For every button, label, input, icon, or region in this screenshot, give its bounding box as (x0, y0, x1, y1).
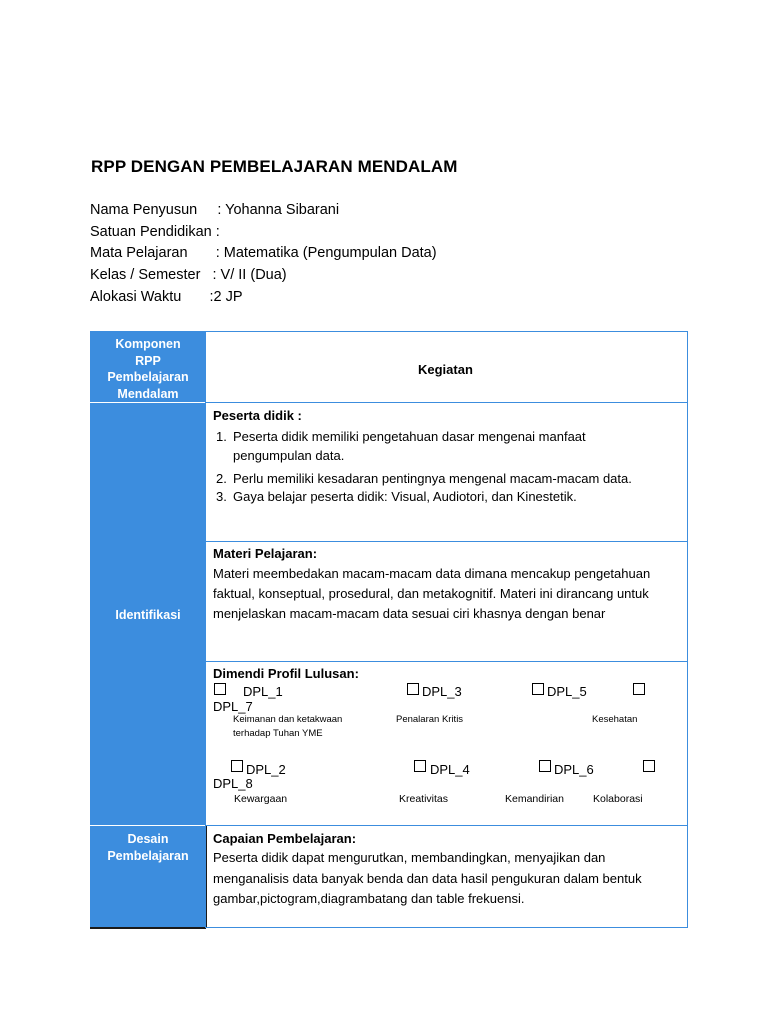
dpl-1-desc: Keimanan dan ketakwaan (233, 714, 343, 725)
identifikasi-label: Identifikasi (115, 608, 181, 622)
dpl-heading: Dimendi Profil Lulusan: (213, 666, 359, 681)
dpl-8-label: DPL_8 (213, 776, 253, 791)
dpl-2-checkbox[interactable] (231, 760, 243, 772)
identifikasi-cell (90, 403, 206, 825)
desain-line: Pembelajaran (107, 848, 189, 863)
materi-pelajaran-cell (205, 541, 688, 662)
dpl-2-label: DPL_2 (246, 762, 286, 777)
peserta-item-num: 3. (216, 489, 227, 504)
peserta-item-1: Peserta didik memiliki pengetahuan dasar mengenai manfaat (233, 429, 586, 444)
dpl-6-label: DPL_6 (554, 762, 594, 777)
peserta-item-1-cont: pengumpulan data. (233, 448, 345, 463)
rpp-table (90, 331, 688, 928)
dpl-4-checkbox[interactable] (414, 760, 426, 772)
dpl-3-desc: Penalaran Kritis (396, 714, 464, 725)
materi-text-line: Materi meembedakan macam-macam data dimana mencakup pengetahuan (213, 566, 651, 581)
capaian-text-line: gambar,pictogram,diagrambatang dan table frekuensi. (213, 891, 525, 906)
table-bottom-edge (90, 927, 206, 929)
document-title: RPP DENGAN PEMBELAJARAN MENDALAM (91, 157, 458, 176)
header-kegiatan-cell (205, 331, 688, 403)
dpl-5-label: DPL_5 (547, 684, 587, 699)
dpl-1-desc-cont: terhadap Tuhan YME (233, 728, 323, 739)
dpl-8-checkbox[interactable] (643, 760, 655, 772)
materi-text-line: faktual, konseptual, prosedural, dan metakognitif. Materi ini dirancang untuk (213, 586, 649, 601)
peserta-item-2: Perlu memiliki kesadaran pentingnya mengenal macam-macam data. (233, 471, 632, 486)
dpl-2-desc: Kewargaan (234, 793, 288, 805)
dpl-3-label: DPL_3 (422, 684, 462, 699)
capaian-text-line: Peserta didik dapat mengurutkan, membandingkan, menyajikan dan (213, 850, 606, 865)
peserta-item-3: Gaya belajar peserta didik: Visual, Audiotori, dan Kinestetik. (233, 489, 577, 504)
dpl-6-checkbox[interactable] (539, 760, 551, 772)
dpl-7-label: DPL_7 (213, 699, 253, 714)
desain-cell (90, 826, 206, 928)
header-komponen-line: Mendalam (117, 386, 179, 401)
info-nama-penyusun: Nama Penyusun : Yohanna Sibarani (90, 202, 340, 218)
dpl-7-desc: Kesehatan (592, 714, 638, 725)
peserta-item-num: 2. (216, 471, 227, 486)
header-komponen-cell (90, 331, 206, 402)
header-komponen-line: Pembelajaran (107, 370, 189, 384)
capaian-text-line: menganalisis data banyak benda dan data hasil pengukuran dalam bentuk (213, 871, 642, 886)
dpl-1-checkbox[interactable] (214, 683, 226, 695)
peserta-didik-cell (205, 402, 688, 542)
capaian-heading: Capaian Pembelajaran: (213, 831, 357, 846)
header-komponen-line: Komponen (115, 337, 181, 351)
info-kelas-semester: Kelas / Semester : V/ II (Dua) (90, 267, 287, 283)
capaian-pembelajaran-cell (205, 825, 688, 928)
desain-line: Desain (127, 832, 169, 846)
info-alokasi-waktu: Alokasi Waktu :2 JP (90, 289, 243, 305)
dpl-4-desc: Kreativitas (399, 793, 449, 805)
materi-text-line: menjelaskan macam-macam data sesuai ciri khasnya dengan benar (213, 606, 606, 621)
dpl-3-checkbox[interactable] (407, 683, 419, 695)
info-satuan-pendidikan: Satuan Pendidikan : (90, 224, 220, 240)
dpl-1-label: DPL_1 (243, 684, 283, 699)
materi-heading: Materi Pelajaran: (213, 546, 318, 561)
dpl-7-checkbox[interactable] (633, 683, 645, 695)
profil-lulusan-cell (205, 661, 688, 826)
dpl-8-desc: Kolaborasi (593, 793, 643, 805)
peserta-heading: Peserta didik : (213, 408, 302, 423)
dpl-4-label: DPL_4 (430, 762, 470, 777)
header-komponen-line: RPP (135, 353, 161, 368)
header-kegiatan: Kegiatan (418, 362, 473, 377)
peserta-item-num: 1. (216, 429, 227, 444)
dpl-5-checkbox[interactable] (532, 683, 544, 695)
info-mata-pelajaran: Mata Pelajaran : Matematika (Pengumpulan Data) (90, 245, 437, 261)
dpl-6-desc: Kemandirian (505, 793, 564, 805)
